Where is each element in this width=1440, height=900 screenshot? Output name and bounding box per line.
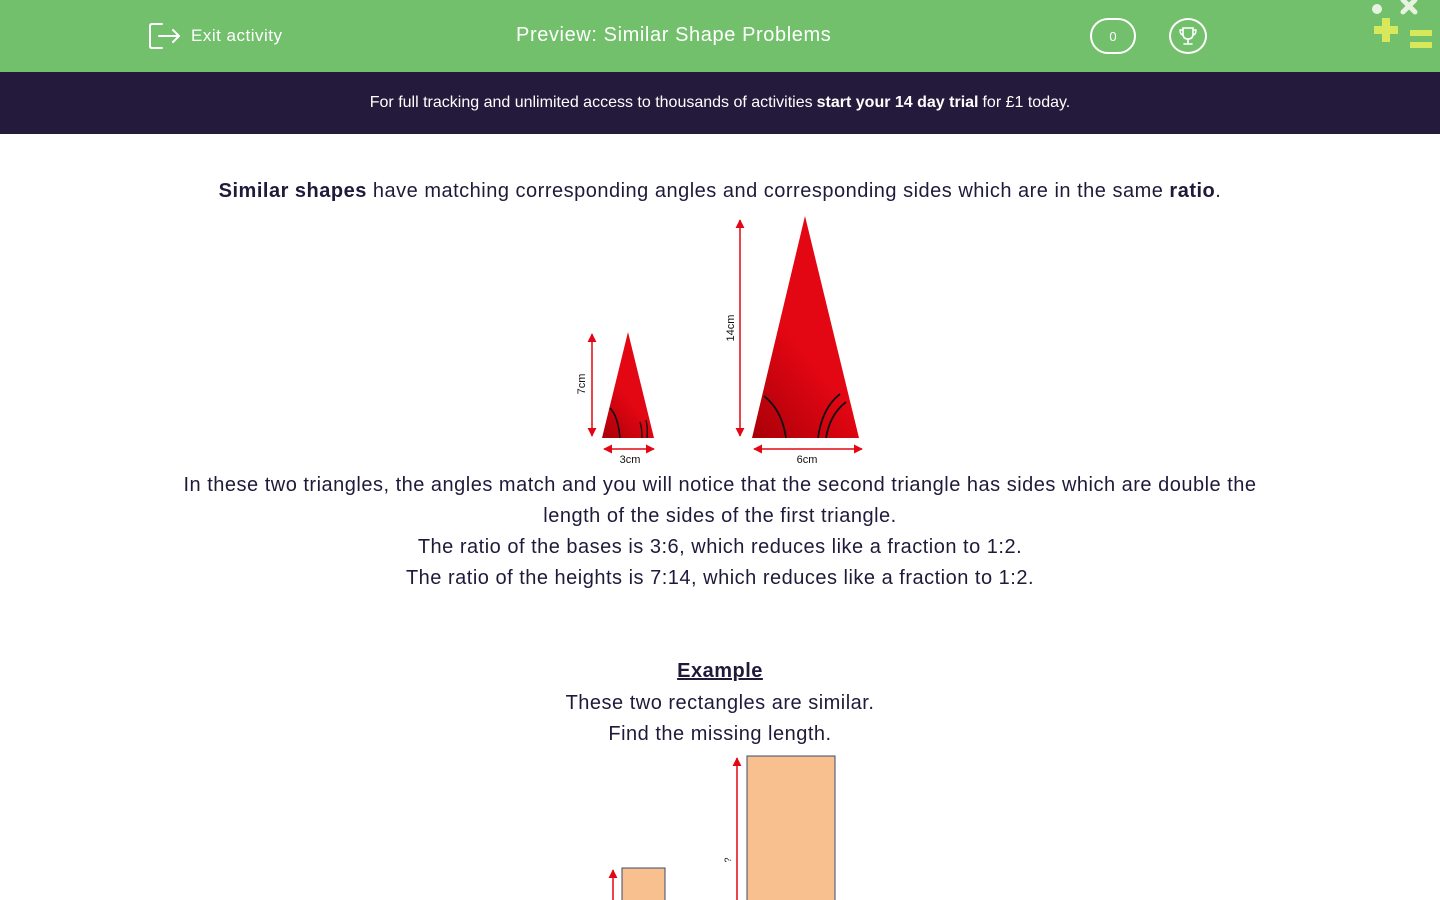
explanation-line-4: The ratio of the heights is 7:14, which reduces like a fraction to 1:2.: [405, 567, 1035, 589]
small-height-label: 7cm: [576, 373, 588, 395]
large-height-label: 14cm: [725, 314, 737, 342]
intro-text: [0, 180, 1440, 203]
explanation-line-3: The ratio of the bases is 3:6, which reduces like a fraction to 1:2.: [417, 536, 1023, 558]
trial-banner: [0, 72, 1440, 134]
exit-activity-button[interactable]: [148, 20, 283, 52]
small-base-label: 3cm: [619, 454, 641, 466]
logo-icon: [1366, 0, 1440, 56]
explanation-line-2: length of the sides of the first triangle.: [543, 505, 897, 527]
score-badge: 0: [1090, 18, 1136, 54]
rectangles-diagram: [590, 750, 850, 900]
intro-end: .: [1215, 180, 1222, 202]
triangles-diagram: [560, 210, 880, 470]
explanation-line-1: In these two triangles, the angles match and you will notice that the second triangle has sides which are double the: [183, 474, 1257, 496]
intro-middle: have matching corresponding angles and corresponding sides which are in the same: [372, 180, 1164, 202]
page-title: Preview: Similar Shape Problems: [516, 24, 832, 46]
top-bar: [0, 0, 1440, 72]
banner-trial-link[interactable]: start your 14 day trial: [816, 94, 979, 111]
ratio-term: ratio: [1169, 180, 1216, 202]
large-base-label: 6cm: [796, 454, 818, 466]
large-rectangle: [747, 756, 835, 900]
exit-activity-label: Exit activity: [191, 26, 283, 45]
example-line-2: Find the missing length.: [608, 723, 832, 745]
banner-suffix: for £1 today.: [982, 94, 1071, 111]
small-rectangle: [622, 868, 665, 900]
large-rectangle-height-label: ?: [723, 857, 733, 863]
similar-shapes-term: Similar shapes: [218, 180, 367, 202]
example-heading: Example: [677, 660, 763, 682]
exit-icon: [148, 21, 182, 51]
trophy-icon: [1177, 25, 1199, 47]
trophy-button[interactable]: [1169, 18, 1207, 54]
example-line-1: These two rectangles are similar.: [565, 692, 875, 714]
banner-text: For full tracking and unlimited access to thousands of activities: [369, 94, 813, 111]
